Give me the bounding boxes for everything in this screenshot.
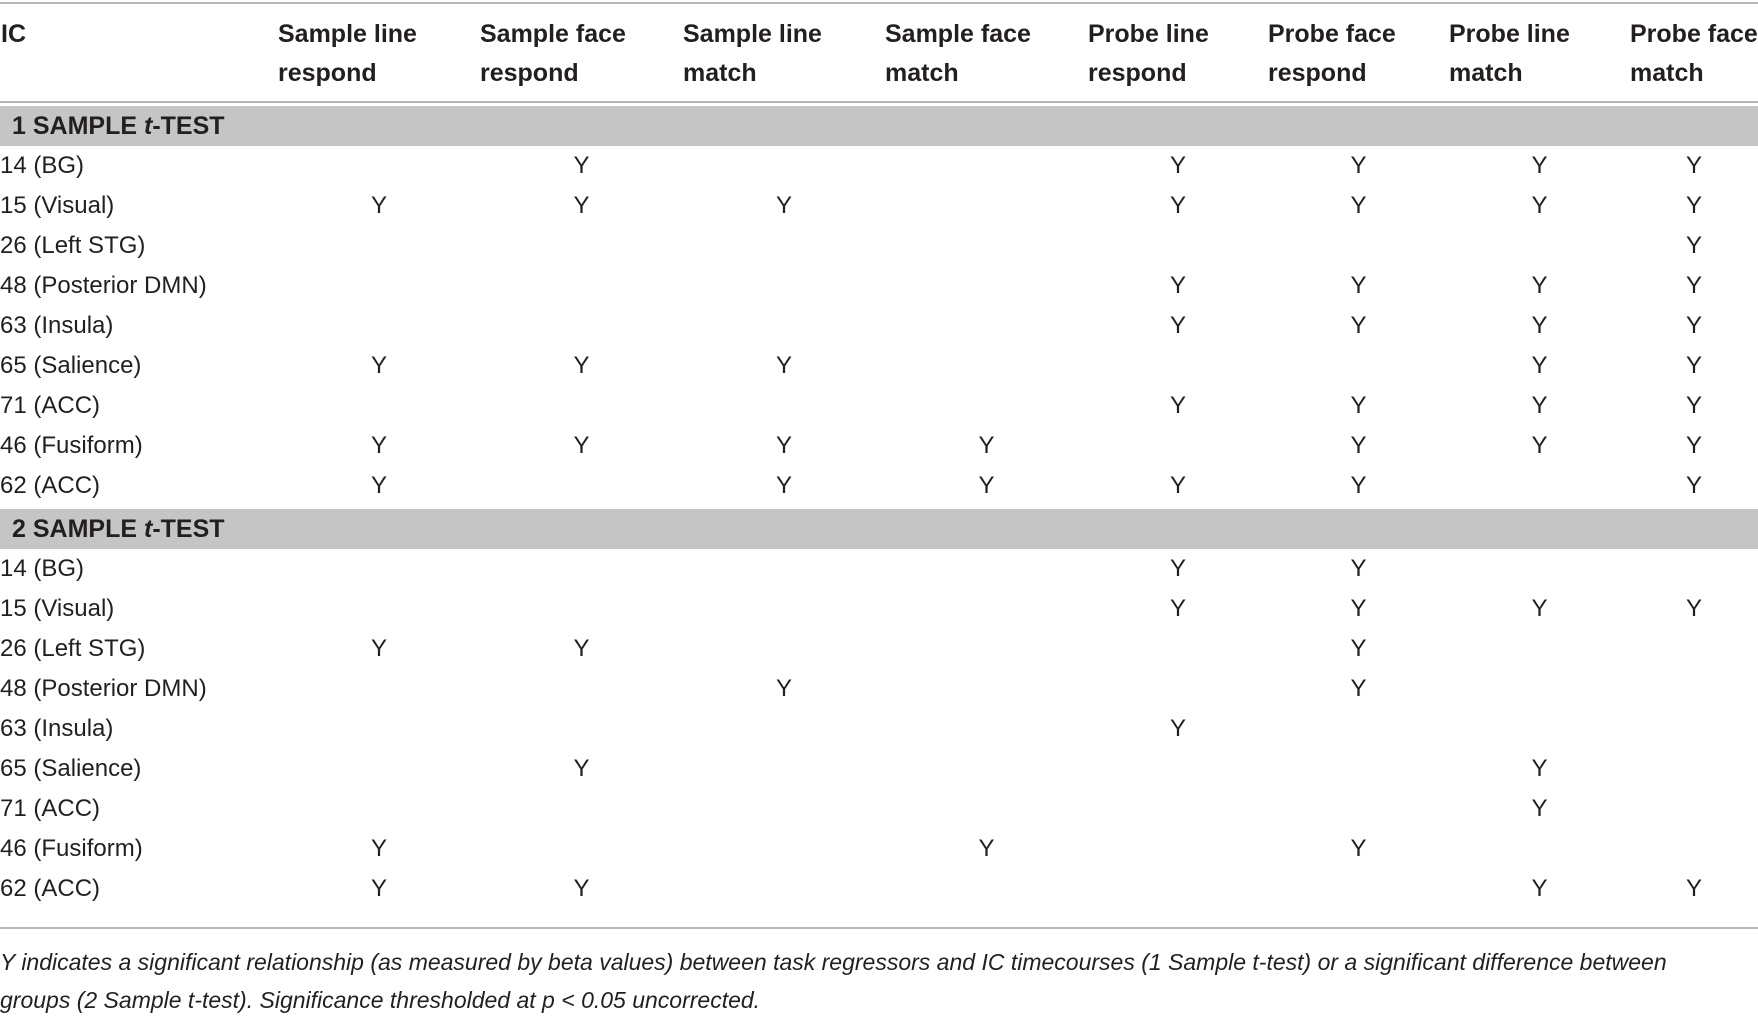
table-row — [0, 266, 1758, 306]
header-line-2: match — [1449, 59, 1523, 87]
section-title-prefix: 1 SAMPLE — [12, 112, 144, 140]
ic-label-cell: 63 (Insula) — [0, 715, 114, 742]
header-column-2 — [480, 4, 683, 102]
ic-label-cell: 62 (ACC) — [0, 472, 101, 499]
value-cell — [278, 749, 480, 789]
value-cell: Y — [1350, 192, 1367, 219]
header-row — [0, 4, 1758, 102]
value-cell — [1088, 426, 1268, 466]
value-cell — [1449, 629, 1630, 669]
value-cell — [885, 869, 1088, 909]
value-cell — [1088, 629, 1268, 669]
value-cell — [1449, 669, 1630, 709]
value-cell: Y — [1531, 875, 1548, 902]
value-cell: Y — [1531, 192, 1548, 219]
value-cell — [885, 186, 1088, 226]
table-row — [0, 749, 1758, 789]
value-cell — [1630, 629, 1758, 669]
value-cell: Y — [573, 152, 590, 179]
value-cell — [683, 749, 885, 789]
value-cell: Y — [1685, 312, 1702, 339]
value-cell — [683, 709, 885, 749]
section-title-suffix: -TEST — [152, 112, 225, 140]
value-cell — [683, 386, 885, 426]
value-cell — [885, 346, 1088, 386]
value-cell: Y — [1169, 272, 1186, 299]
value-cell: Y — [370, 875, 387, 902]
value-cell — [683, 789, 885, 829]
header-line-2: respond — [1268, 59, 1367, 87]
value-cell — [480, 669, 683, 709]
value-cell — [1630, 669, 1758, 709]
header-line-1: Sample face — [480, 20, 626, 48]
value-cell — [683, 629, 885, 669]
ic-label-cell: 26 (Left STG) — [0, 232, 146, 259]
value-cell: Y — [1531, 795, 1548, 822]
header-column-5 — [1088, 4, 1268, 102]
value-cell — [1630, 549, 1758, 589]
header-column-3 — [683, 4, 885, 102]
value-cell — [1088, 789, 1268, 829]
value-cell — [1630, 709, 1758, 749]
value-cell: Y — [573, 352, 590, 379]
header-line-1: Sample face — [885, 20, 1031, 48]
table-row — [0, 346, 1758, 386]
footnote-line-1: Y indicates a significant relationship (as measured by beta values) between task regressors and IC timecourses (1 Sample t-test) or a significant difference between — [0, 949, 1667, 975]
ic-label-cell: 15 (Visual) — [0, 595, 115, 622]
header-line-1: Probe face — [1630, 20, 1758, 48]
header-column-1 — [278, 4, 480, 102]
value-cell: Y — [775, 675, 792, 702]
header-column-7 — [1449, 4, 1630, 102]
ic-label-cell: 62 (ACC) — [0, 875, 101, 902]
ic-label-cell: 63 (Insula) — [0, 312, 114, 339]
value-cell: Y — [1531, 392, 1548, 419]
value-cell: Y — [1531, 272, 1548, 299]
value-cell: Y — [1685, 232, 1702, 259]
value-cell — [1088, 226, 1268, 266]
value-cell: Y — [1169, 392, 1186, 419]
bottom-rule — [0, 927, 1758, 929]
ic-label-cell: 71 (ACC) — [0, 795, 101, 822]
header-line-2: match — [885, 59, 959, 87]
value-cell — [480, 789, 683, 829]
table-row — [0, 386, 1758, 426]
value-cell — [683, 829, 885, 869]
value-cell — [480, 709, 683, 749]
value-cell: Y — [1169, 152, 1186, 179]
value-cell — [885, 306, 1088, 346]
value-cell — [683, 549, 885, 589]
value-cell: Y — [573, 875, 590, 902]
value-cell: Y — [1531, 432, 1548, 459]
header-ic — [0, 4, 278, 102]
table-body — [0, 102, 1758, 909]
header-line-1: Sample line — [278, 20, 417, 48]
table-row — [0, 186, 1758, 226]
value-cell: Y — [1169, 715, 1186, 742]
value-cell — [683, 589, 885, 629]
value-cell: Y — [1531, 595, 1548, 622]
value-cell — [1268, 226, 1449, 266]
value-cell — [885, 629, 1088, 669]
ic-label-cell: 46 (Fusiform) — [0, 835, 143, 862]
value-cell — [1449, 829, 1630, 869]
ic-label-cell: 65 (Salience) — [0, 352, 142, 379]
ic-label-cell: 71 (ACC) — [0, 392, 101, 419]
value-cell: Y — [775, 352, 792, 379]
ic-label-cell: 14 (BG) — [0, 555, 85, 582]
table-row — [0, 789, 1758, 829]
value-cell — [885, 669, 1088, 709]
header-line-2: respond — [1088, 59, 1187, 87]
value-cell — [480, 829, 683, 869]
value-cell: Y — [573, 635, 590, 662]
value-cell: Y — [1350, 392, 1367, 419]
value-cell: Y — [370, 352, 387, 379]
header-line-2: match — [683, 59, 757, 87]
value-cell: Y — [775, 192, 792, 219]
table-row — [0, 629, 1758, 669]
value-cell: Y — [1350, 595, 1367, 622]
header-line-1: IC — [1, 20, 26, 48]
table-row — [0, 869, 1758, 909]
value-cell: Y — [370, 835, 387, 862]
value-cell: Y — [775, 472, 792, 499]
value-cell — [278, 146, 480, 186]
value-cell — [1449, 709, 1630, 749]
value-cell: Y — [1350, 555, 1367, 582]
value-cell — [480, 266, 683, 306]
value-cell — [1268, 346, 1449, 386]
header-column-6 — [1268, 4, 1449, 102]
value-cell — [1088, 669, 1268, 709]
value-cell: Y — [370, 635, 387, 662]
value-cell — [278, 589, 480, 629]
table-row — [0, 549, 1758, 589]
table-row — [0, 306, 1758, 346]
value-cell — [1630, 829, 1758, 869]
value-cell: Y — [573, 432, 590, 459]
section-title-prefix: 2 SAMPLE — [12, 515, 144, 543]
header-line-1: Probe line — [1088, 20, 1209, 48]
value-cell — [885, 789, 1088, 829]
value-cell — [480, 549, 683, 589]
value-cell — [1630, 749, 1758, 789]
header-line-1: Sample line — [683, 20, 822, 48]
value-cell: Y — [1169, 192, 1186, 219]
table-row — [0, 709, 1758, 749]
value-cell: Y — [1685, 272, 1702, 299]
value-cell: Y — [1350, 272, 1367, 299]
table-row — [0, 146, 1758, 186]
value-cell: Y — [370, 432, 387, 459]
section-title-t: t — [143, 112, 153, 140]
value-cell: Y — [370, 472, 387, 499]
value-cell: Y — [1531, 312, 1548, 339]
value-cell — [480, 386, 683, 426]
value-cell — [1449, 466, 1630, 506]
value-cell: Y — [1685, 875, 1702, 902]
value-cell — [885, 386, 1088, 426]
value-cell — [1449, 226, 1630, 266]
value-cell: Y — [1169, 312, 1186, 339]
value-cell — [1268, 709, 1449, 749]
value-cell: Y — [775, 432, 792, 459]
value-cell — [480, 306, 683, 346]
value-cell — [885, 589, 1088, 629]
value-cell — [683, 266, 885, 306]
table-footnote — [0, 943, 1758, 1019]
value-cell — [1630, 789, 1758, 829]
header-line-1: Probe line — [1449, 20, 1570, 48]
table-row — [0, 589, 1758, 629]
value-cell — [1088, 869, 1268, 909]
ic-label-cell: 48 (Posterior DMN) — [0, 675, 207, 702]
value-cell — [278, 306, 480, 346]
value-cell — [683, 869, 885, 909]
value-cell: Y — [1350, 472, 1367, 499]
value-cell: Y — [978, 432, 995, 459]
value-cell — [278, 549, 480, 589]
value-cell — [885, 549, 1088, 589]
value-cell — [480, 589, 683, 629]
value-cell: Y — [1350, 835, 1367, 862]
value-cell: Y — [1685, 595, 1702, 622]
section-title-t: t — [143, 515, 153, 543]
value-cell: Y — [1350, 675, 1367, 702]
ic-label-cell: 14 (BG) — [0, 152, 85, 179]
value-cell — [1088, 749, 1268, 789]
value-cell — [1088, 829, 1268, 869]
value-cell: Y — [1350, 312, 1367, 339]
value-cell: Y — [1350, 635, 1367, 662]
value-cell — [278, 669, 480, 709]
header-line-2: respond — [278, 59, 377, 87]
value-cell — [1088, 346, 1268, 386]
value-cell — [480, 226, 683, 266]
value-cell — [1268, 749, 1449, 789]
ic-label-cell: 15 (Visual) — [0, 192, 115, 219]
value-cell — [885, 749, 1088, 789]
table-row — [0, 669, 1758, 709]
value-cell: Y — [978, 835, 995, 862]
header-line-2: match — [1630, 59, 1704, 87]
value-cell: Y — [1531, 755, 1548, 782]
table-row — [0, 426, 1758, 466]
value-cell — [683, 306, 885, 346]
value-cell: Y — [1685, 152, 1702, 179]
value-cell: Y — [1169, 555, 1186, 582]
value-cell: Y — [1169, 595, 1186, 622]
table-row — [0, 829, 1758, 869]
header-column-8 — [1630, 4, 1758, 102]
value-cell: Y — [1350, 432, 1367, 459]
value-cell — [683, 146, 885, 186]
value-cell: Y — [1685, 352, 1702, 379]
value-cell: Y — [1350, 152, 1367, 179]
value-cell: Y — [370, 192, 387, 219]
ic-label-cell: 65 (Salience) — [0, 755, 142, 782]
value-cell: Y — [1685, 432, 1702, 459]
section-header-row — [0, 106, 1758, 146]
value-cell: Y — [1531, 152, 1548, 179]
value-cell: Y — [1685, 392, 1702, 419]
section-title — [0, 106, 1758, 146]
value-cell — [683, 226, 885, 266]
value-cell — [885, 266, 1088, 306]
value-cell — [278, 266, 480, 306]
value-cell: Y — [978, 472, 995, 499]
value-cell — [885, 226, 1088, 266]
header-line-1: Probe face — [1268, 20, 1396, 48]
results-table — [0, 4, 1758, 909]
value-cell — [480, 466, 683, 506]
value-cell: Y — [1169, 472, 1186, 499]
value-cell — [1268, 869, 1449, 909]
header-column-4 — [885, 4, 1088, 102]
value-cell — [885, 709, 1088, 749]
value-cell — [1268, 789, 1449, 829]
value-cell: Y — [1531, 352, 1548, 379]
ic-label-cell: 48 (Posterior DMN) — [0, 272, 207, 299]
section-title-suffix: -TEST — [152, 515, 225, 543]
table-header — [0, 4, 1758, 102]
value-cell — [278, 709, 480, 749]
value-cell: Y — [573, 192, 590, 219]
ic-label-cell: 46 (Fusiform) — [0, 432, 143, 459]
value-cell — [1449, 549, 1630, 589]
value-cell — [278, 386, 480, 426]
table-row — [0, 226, 1758, 266]
ic-label-cell: 26 (Left STG) — [0, 635, 146, 662]
header-line-2: respond — [480, 59, 579, 87]
value-cell: Y — [573, 755, 590, 782]
table-row — [0, 466, 1758, 506]
section-header-row — [0, 509, 1758, 549]
value-cell: Y — [1685, 192, 1702, 219]
value-cell — [278, 226, 480, 266]
footnote-line-2: groups (2 Sample t-test). Significance thresholded at p < 0.05 uncorrected. — [0, 987, 761, 1013]
value-cell — [278, 789, 480, 829]
value-cell — [885, 146, 1088, 186]
value-cell: Y — [1685, 472, 1702, 499]
section-title — [0, 509, 1758, 549]
